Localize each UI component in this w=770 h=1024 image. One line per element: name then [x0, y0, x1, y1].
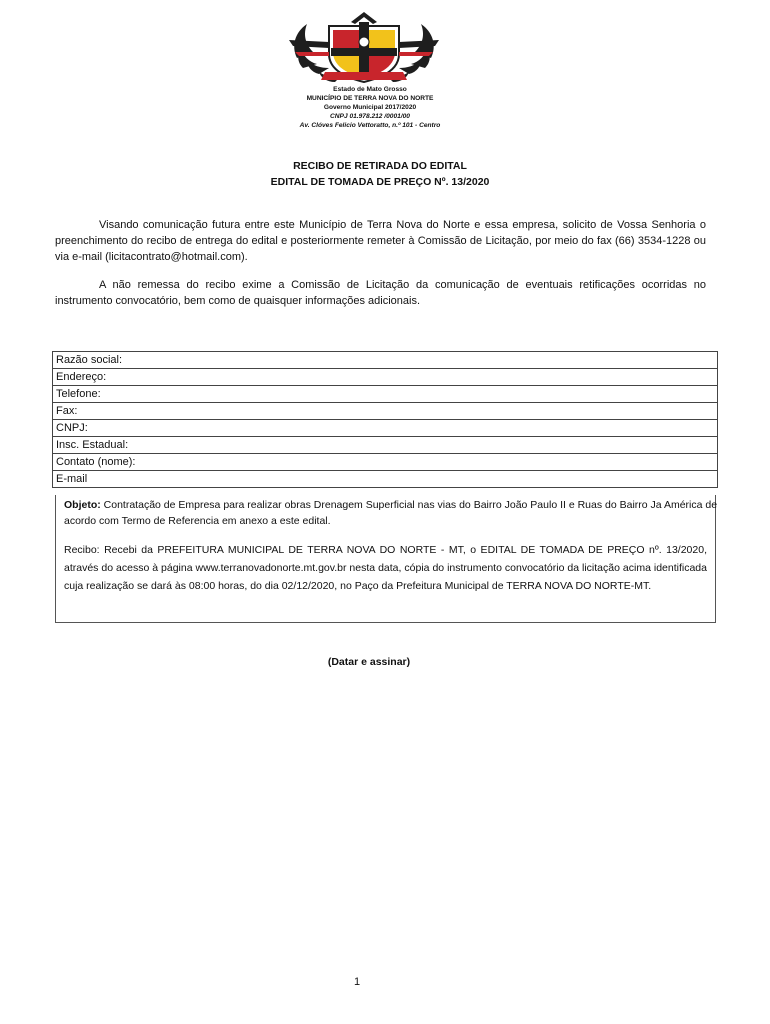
header-state: Estado de Mato Grosso: [333, 86, 407, 93]
header-government: Governo Municipal 2017/2020: [323, 104, 417, 111]
address-field[interactable]: Endereço:: [53, 369, 718, 386]
form-row-address: [53, 369, 718, 386]
header-address: Av. Clóves Felicio Vettoratto, n.º 101 - Centro: [299, 122, 441, 129]
intro-paragraph-text: Visando comunicação futura entre este Município de Terra Nova do Norte e essa empresa, solicito de Vossa Senhoria o preenchimento do recibo de entrega do edital e posteriormente remeter à Comissão de Licitação, por meio do fax (66) 3534-1228 ou via e-mail (licitacontrato@hotmail.com).: [55, 219, 706, 263]
form-row-cnpj: [53, 420, 718, 437]
header-cnpj: CNPJ 01.978.212 /0001/00: [330, 113, 410, 120]
object-label: Objeto:: [64, 499, 101, 511]
object-description: [64, 497, 724, 529]
header-municipality: MUNICÍPIO DE TERRA NOVA DO NORTE: [306, 95, 434, 102]
form-row-state-registration: [53, 437, 718, 454]
object-text: Contratação de Empresa para realizar obras Drenagem Superficial nas vias do Bairro João Paulo II e Ruas do Bairro Ja América de acordo com Termo de Referencia em anexo a este edital.: [64, 499, 718, 527]
intro-paragraph: [55, 217, 706, 265]
recipient-form-table: [52, 351, 718, 488]
form-row-email: [53, 471, 718, 488]
state-registration-field[interactable]: Insc. Estadual:: [53, 437, 718, 454]
form-row-phone: [53, 386, 718, 403]
company-name-field[interactable]: Razão social:: [53, 352, 718, 369]
cnpj-field[interactable]: CNPJ:: [53, 420, 718, 437]
coat-of-arms-icon: [289, 12, 439, 86]
contact-name-field[interactable]: Contato (nome):: [53, 454, 718, 471]
notice-paragraph: [55, 277, 706, 309]
document-title: RECIBO DE RETIRADA DO EDITAL: [293, 160, 467, 172]
form-row-company-name: [53, 352, 718, 369]
form-row-contact-name: [53, 454, 718, 471]
phone-field[interactable]: Telefone:: [53, 386, 718, 403]
email-field[interactable]: E-mail: [53, 471, 718, 488]
document-subtitle: EDITAL DE TOMADA DE PREÇO Nº. 13/2020: [270, 176, 490, 188]
signature-note: (Datar e assinar): [327, 656, 411, 668]
receipt-statement: Recibo: Recebi da PREFEITURA MUNICIPAL DE TERRA NOVA DO NORTE - MT, o EDITAL DE TOMADA DE PREÇO nº. 13/2020, através do acesso à página www.terranovadonorte.mt.gov.br nesta data, cópia do instrumento convocatório da licitação acima identificada cuja realização se dará às 08:00 horas, do dia 02/12/2020, no Paço da Prefeitura Municipal de TERRA NOVA DO NORTE-MT.: [64, 544, 707, 592]
fax-field[interactable]: Fax:: [53, 403, 718, 420]
notice-paragraph-text: A não remessa do recibo exime a Comissão de Licitação da comunicação de eventuais retificações ocorridas no instrumento convocatório, bem como de quaisquer informações adicionais.: [55, 279, 706, 307]
page-number: 1: [353, 976, 361, 988]
object-receipt-box: [55, 495, 716, 623]
form-row-fax: [53, 403, 718, 420]
